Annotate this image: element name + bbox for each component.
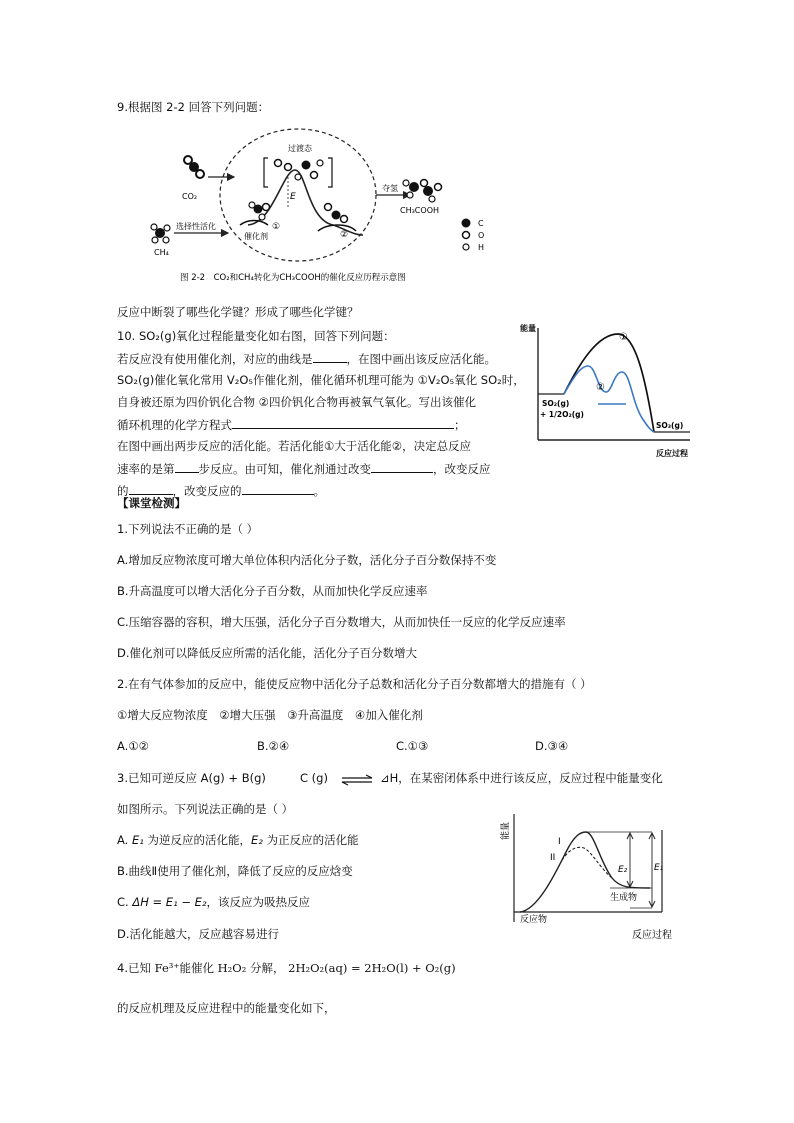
ch4-molecule — [151, 224, 170, 243]
product-molecule — [403, 180, 442, 203]
legend-c: C — [478, 219, 484, 228]
co2-label: CO₂ — [182, 192, 198, 201]
q1-option-d: D.催化剂可以降低反应所需的活化能，活化分子百分数增大 — [117, 646, 418, 660]
q10-energy-chart — [518, 322, 698, 462]
blank-rate — [242, 483, 314, 495]
curve-1-label: ① — [619, 332, 628, 343]
e1-label: E₁ — [654, 863, 664, 873]
ch4-label: CH₄ — [154, 248, 169, 257]
q2-option-a: A.①② — [117, 739, 149, 753]
product-label: CH₃COOH — [400, 206, 440, 215]
curve-2 — [564, 366, 654, 432]
mark1: ① — [272, 222, 281, 232]
q2-option-c: C.①③ — [396, 739, 429, 753]
e2-label: E₂ — [618, 865, 628, 875]
figure-caption: 图 2-2 CO₂和CH₄转化为CH₃COOH的催化反应历程示意图 — [180, 273, 406, 283]
q3-stem-a: 3.已知可逆反应 A(g) + B(g) — [117, 771, 266, 785]
catalyst-molecule-left — [249, 202, 270, 220]
q9-title: 9.根据图 2-2 回答下列问题： — [117, 100, 270, 114]
catalyst-molecule-right — [325, 204, 348, 223]
y-axis-label: 能量 — [520, 324, 536, 333]
q4-stem-cont: 的反应机理及反应进程中的能量变化如下， — [117, 1001, 336, 1015]
q3-stem-b: C (g) — [300, 771, 328, 785]
blank-equation — [232, 417, 454, 429]
catalyst-label: 催化剂 — [244, 232, 268, 241]
blank-curve — [313, 351, 347, 363]
q2-option-b: B.②④ — [257, 739, 290, 753]
y-axis-label: 能量 — [501, 821, 511, 840]
e-label: E — [290, 192, 296, 202]
x-axis-label: 反应过程 — [632, 930, 672, 941]
q10-line5: 循环机理的化学方程式 ； — [117, 418, 466, 432]
q10-line6: 在图中画出两步反应的活化能。若活化能①大于活化能②，决定总反应 — [117, 439, 472, 453]
blank-step — [175, 461, 199, 473]
reactant-label-1: SO₂(g) — [542, 399, 570, 408]
section-title: 【课堂检测】 — [117, 496, 186, 510]
q9-question: 反应中断裂了哪些化学键？形成了哪些化学键？ — [117, 305, 359, 319]
q10-line8: 的 ，改变反应的 。 — [117, 484, 325, 498]
equilibrium-arrow-icon — [340, 774, 374, 786]
q10-line7: 速率的是第 步反应。由可知，催化剂通过改变 ，改变反应 — [117, 462, 491, 476]
q2-option-d: D.③④ — [535, 739, 569, 753]
q10-line1: 10. SO₂(g)氧化过程能量变化如右图，回答下列问题： — [117, 329, 395, 343]
q3-stem-c: ⊿H，在某密闭体系中进行该反应，反应过程中能量变化 — [380, 771, 663, 785]
q3-stem-d: 如图所示。下列说法正确的是（ ） — [117, 802, 294, 816]
q1-option-c: C.压缩容器的容积，增大压强，活化分子百分数增大，从而加快任一反应的化学反应速率 — [117, 615, 566, 629]
q3-option-d: D.活化能越大，反应越容易进行 — [117, 927, 280, 941]
selective-activation-label: 选择性活化 — [176, 222, 216, 231]
transition-state-molecule — [275, 160, 324, 181]
reactant-label-2: + 1/2O₂(g) — [540, 410, 584, 419]
dehydrogenation-label: 夺氢 — [382, 184, 398, 193]
q10-line3: SO₂(g)催化氧化常用 V₂O₅作催化剂，催化循环机理可能为 ①V₂O₅氧化 SO₂时， — [117, 373, 525, 387]
reactant-label: 反应物 — [520, 915, 548, 925]
q3-option-a: A. E₁ 为逆反应的活化能，E₂ 为正反应的活化能 — [117, 833, 359, 847]
q4-stem: 4.已知 Fe³⁺能催化 H₂O₂ 分解， 2H₂O₂(aq) = 2H₂O(l) + O₂(g) — [117, 961, 456, 975]
q3-energy-chart — [490, 812, 680, 946]
transition-state-label: 过渡态 — [288, 144, 312, 153]
q2-items: ①增大反应物浓度 ②增大压强 ③升高温度 ④加入催化剂 — [117, 708, 423, 722]
q2-stem: 2.在有气体参加的反应中，能使反应物中活化分子总数和活化分子百分数都增大的措施有（ ） — [117, 677, 592, 691]
q10-line4: 自身被还原为四价钒化合物 ②四价钒化合物再被氧气氧化。写出该催化 — [117, 395, 476, 409]
q3-option-b: B.曲线Ⅱ使用了催化剂，降低了反应的反应焓变 — [117, 864, 353, 878]
blank-change — [371, 461, 433, 473]
q10-line2: 若反应没有使用催化剂，对应的曲线是 ，在图中画出该反应活化能。 — [117, 352, 496, 366]
q1-option-b: B.升高温度可以增大活化分子百分数，从而加快化学反应速率 — [117, 584, 428, 598]
product-label: SO₃(g) — [656, 421, 684, 430]
q3-option-c: C. ΔH = E₁ − E₂，该反应为吸热反应 — [117, 895, 311, 909]
curve-2-label: II — [550, 853, 556, 863]
curve-2 — [562, 847, 612, 878]
q9-figure — [148, 125, 508, 290]
product-label: 生成物 — [610, 893, 638, 903]
legend-o: O — [478, 231, 485, 240]
co2-molecule — [184, 156, 204, 178]
curve-1-label: I — [558, 837, 561, 847]
legend-h: H — [478, 243, 485, 252]
q1-stem: 1.下列说法不正确的是（ ） — [117, 522, 259, 536]
x-axis-label: 反应过程 — [656, 449, 688, 458]
mark2: ② — [340, 230, 349, 240]
blank-pathway — [129, 483, 173, 495]
atom-legend — [462, 219, 485, 253]
curve-2-label: ② — [596, 382, 605, 393]
q1-option-a: A.增加反应物浓度可增大单位体积内活化分子数，活化分子百分数保持不变 — [117, 553, 497, 567]
